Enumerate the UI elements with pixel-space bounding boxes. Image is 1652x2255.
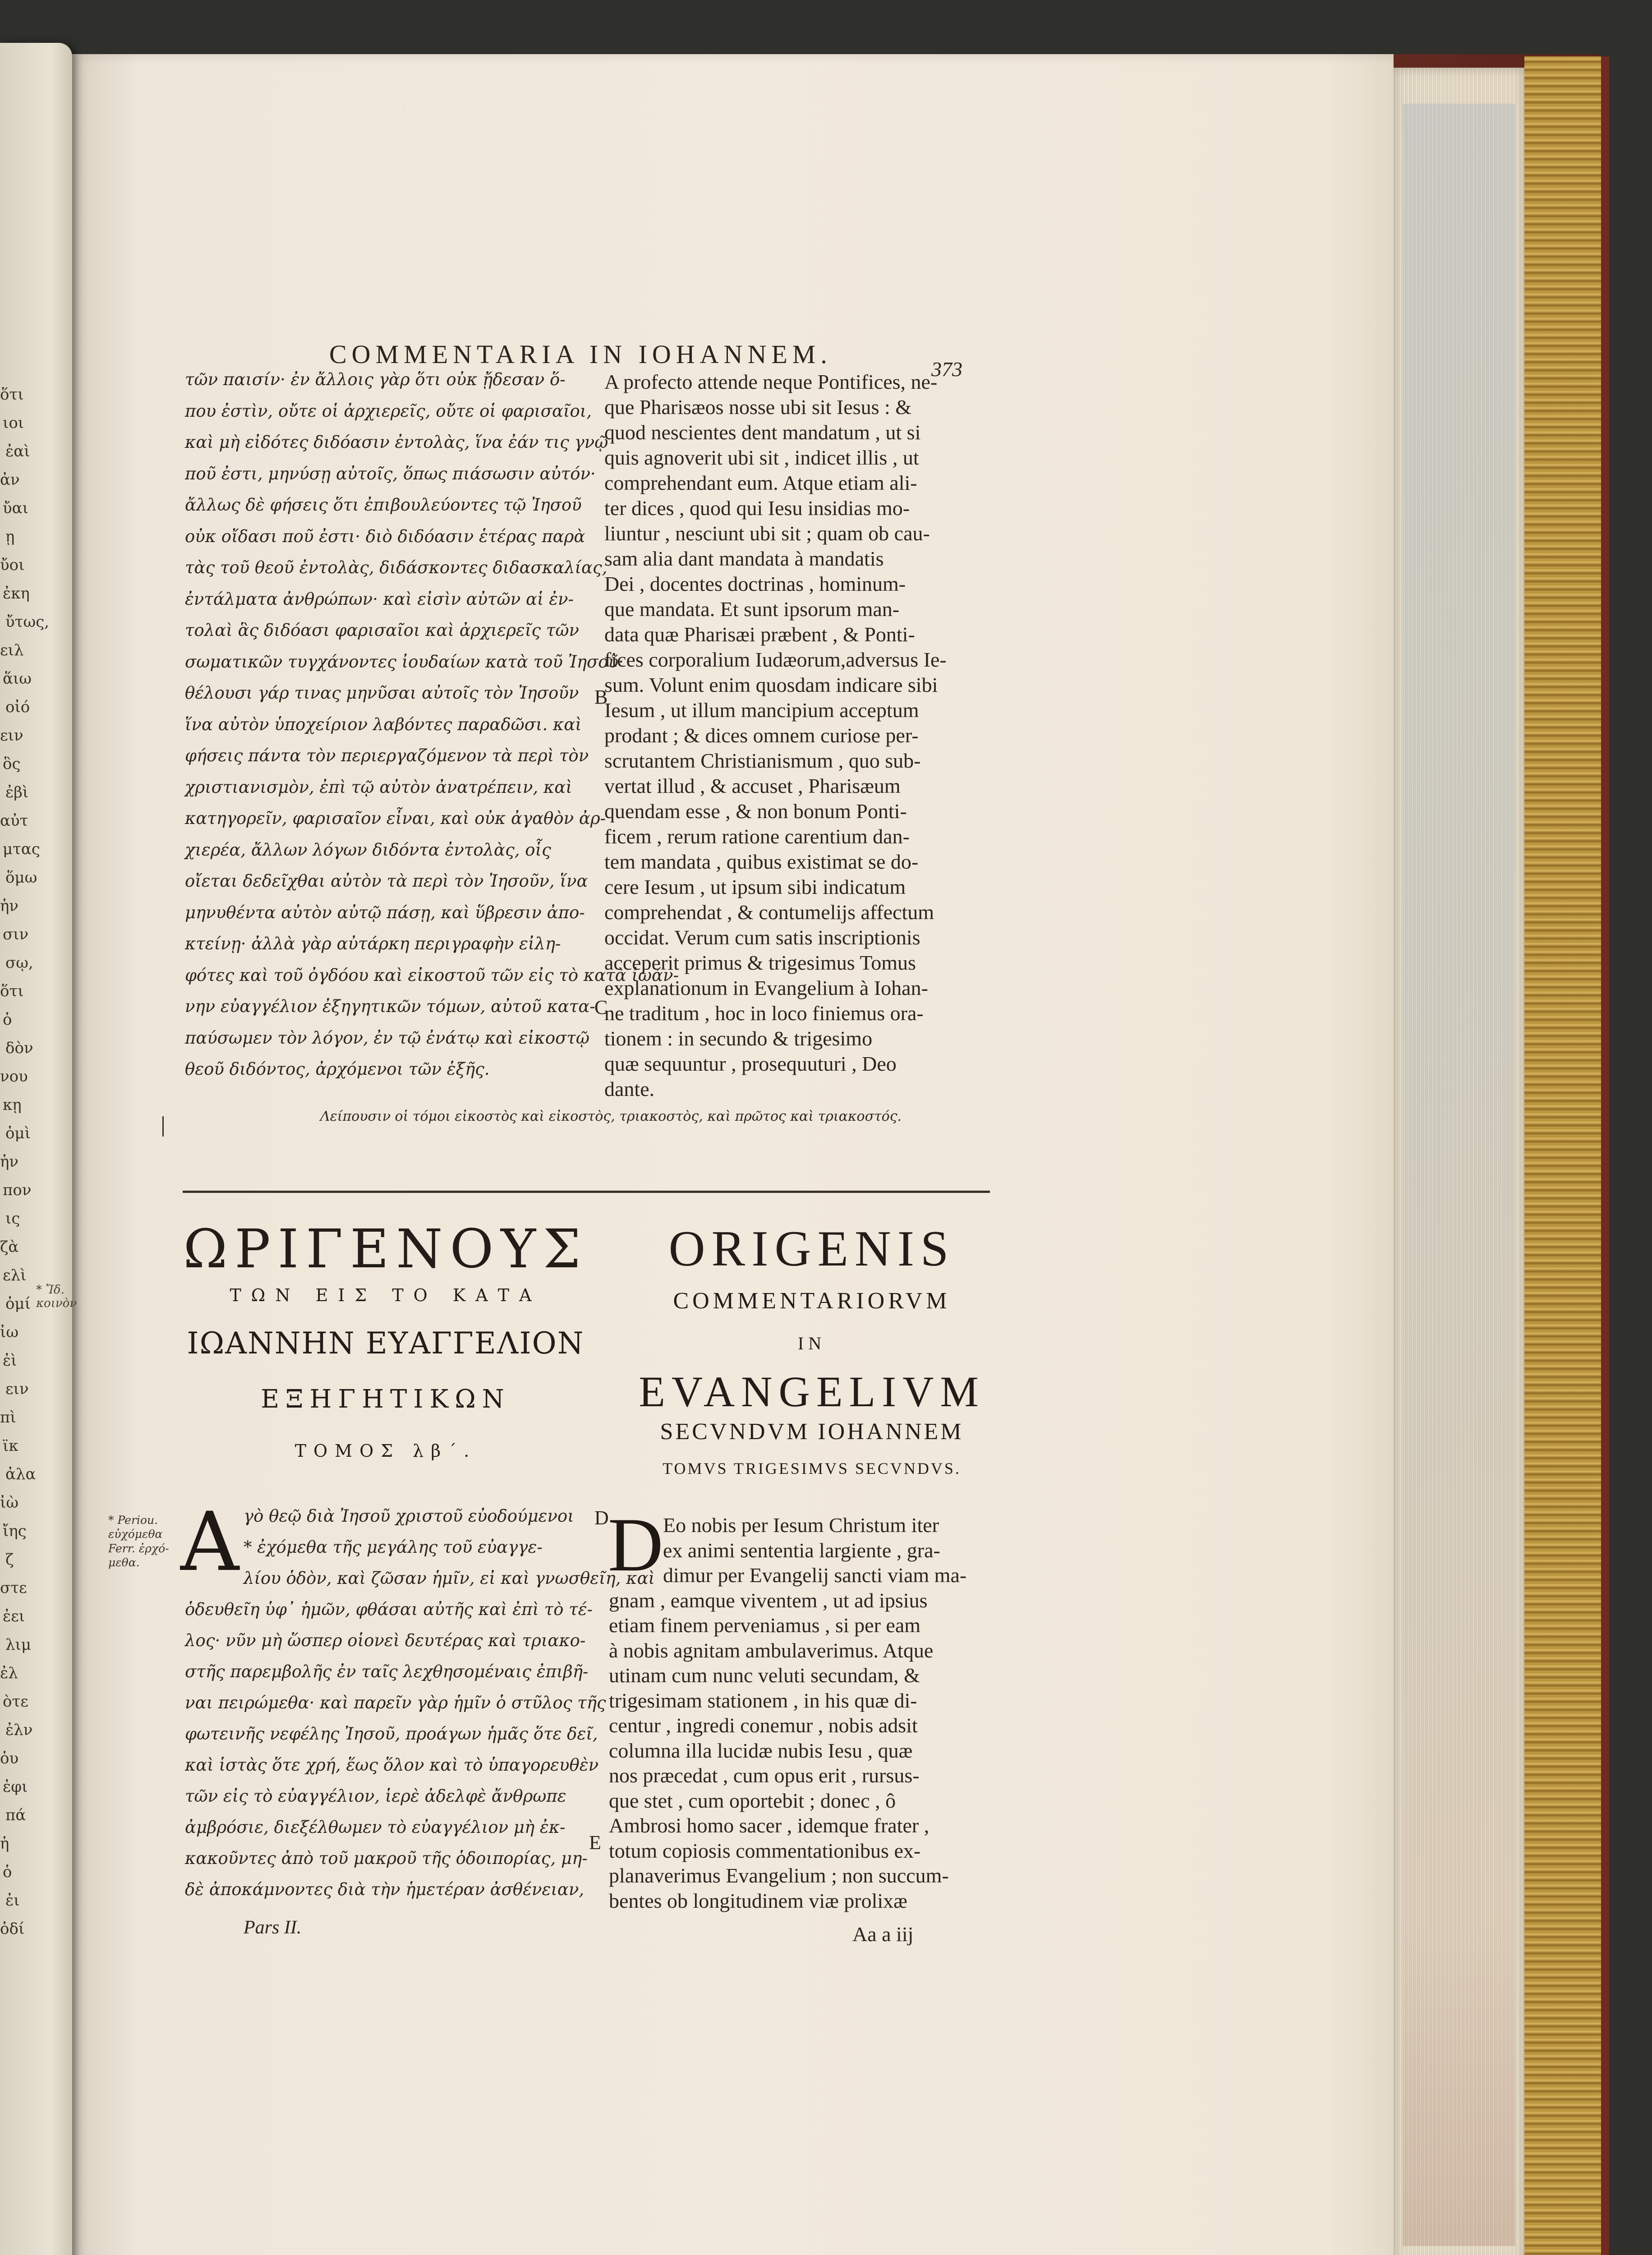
latin-col-lower-line: que stet , cum oportebit ; donec , ô [609, 1789, 896, 1812]
page-number: 373 [931, 358, 962, 381]
left-page-fragment: πον [3, 1181, 32, 1199]
left-page-fragment: ἀν [0, 471, 20, 489]
greek-col-lower-line: * ἐχόμεθα τῆς μεγάλης τοῦ εὐαγγε- [244, 1537, 543, 1557]
greek-col-upper-line: χριστιανισμὸν, ἐπὶ τῷ αὐτὸν ἀνατρέπειν, καὶ [185, 777, 572, 797]
greek-col-upper-line: μηνυθέντα αὐτὸν αὐτῷ πάσῃ, καὶ ὕβρεσιν ἀπο- [185, 902, 585, 922]
greek-col-lower-line: κακοῦντες ἀπὸ τοῦ μακροῦ τῆς ὁδοιπορίας, μη- [185, 1849, 588, 1868]
latin-col-upper-line: quis agnoverit ubi sit , indicet illis , ut [604, 446, 919, 469]
greek-col-upper-line: καὶ μὴ εἰδότες διδόασιν ἐντολὰς, ἵνα ἐάν τις γνῷ [185, 433, 608, 452]
left-page-fragment: ἐκη [3, 584, 30, 603]
left-page-fragment: ἐαὶ [5, 442, 30, 460]
latin-col-lower-line: trigesimam stationem , in his quæ di- [609, 1689, 917, 1712]
greek-title-line-3: ΙΩΑΝΝΗΝ ΕΥΑΓΓΕΛΙΟΝ [187, 1326, 584, 1361]
left-page-fragment: ὁ [3, 1011, 12, 1029]
latin-col-upper-line: que Pharisæos nosse ubi sit Iesus : & [604, 396, 912, 419]
greek-title-line-4: ΕΞΗΓΗΤΙΚΩΝ [261, 1385, 511, 1414]
latin-col-upper-line: quæ sequuntur , prosequuturi , Deo [604, 1052, 897, 1075]
left-page-fragment: ὔοι [0, 556, 25, 574]
greek-margin-note: * Periou. εὐχόμεθα Ferr. ἐρχό-μεθα. [108, 1514, 169, 1569]
greek-col-lower-line: λος· νῦν μὴ ὥσπερ οἱονεὶ δευτέρας καὶ τριακο- [185, 1631, 586, 1650]
greek-col-upper-line: ἵνα αὐτὸν ὑποχείριον λαβόντες παραδῶσι. καὶ [185, 714, 582, 734]
left-page-note: * Ἴδ. κοινὸν [36, 1283, 77, 1310]
greek-col-upper-line: τὰς τοῦ θεοῦ ἐντολὰς, διδάσκοντες διδασκαλίας, [185, 558, 607, 577]
latin-col-upper-line: quod nescientes dent mandatum , ut si [604, 421, 921, 444]
section-divider [183, 1191, 990, 1193]
latin-col-upper-line: ter dices , quod qui Iesu insidias mo- [604, 497, 910, 520]
latin-col-upper-line: dante. [604, 1077, 655, 1100]
left-page-fragment: ἐει [3, 1607, 25, 1625]
latin-col-lower-line: à nobis agnitam ambulaverimus. Atque [609, 1638, 934, 1662]
left-page-fragment: ὔαι [3, 499, 28, 517]
greek-col-upper-line: οὐκ οἴδασι ποῦ ἐστι· διὸ διδόασιν ἑτέρας παρὰ [185, 526, 585, 546]
margin-letter-c: C [594, 996, 608, 1018]
latin-col-upper-line: prodant ; & dices omnem curiose per- [604, 724, 919, 747]
greek-col-upper-line: παύσωμεν τὸν λόγον, ἐν τῷ ἐνάτῳ καὶ εἰκοστῷ [185, 1028, 590, 1048]
greek-col-lower-line: ὁδευθεῖη ὑφ᾽ ἡμῶν, φθάσαι αὐτῆς καὶ ἐπὶ τὸ τέ- [185, 1600, 593, 1619]
left-page-fragment: ἐβὶ [5, 783, 29, 801]
latin-col-lower-line: totum copiosis commentationibus ex- [609, 1839, 921, 1862]
greek-col-lower-line: ἀμβρόσιε, διεξέλθωμεν τὸ εὐαγγέλιον μὴ ἐκ- [185, 1818, 566, 1837]
latin-title-line-3: IN [797, 1333, 826, 1353]
greek-col-upper-line: φότες καὶ τοῦ ὀγδόου καὶ εἰκοστοῦ τῶν εἰς τὸ κατὰ ἰωάν- [185, 965, 679, 985]
latin-col-upper-line: Dei , docentes doctrinas , hominum- [604, 572, 906, 595]
left-page-fragment: ὔτως, [5, 613, 50, 631]
latin-col-upper-line: ne traditum , hoc in loco finiemus ora- [604, 1002, 924, 1025]
latin-col-lower-line: planaverimus Evangelium ; non succum- [609, 1864, 949, 1887]
colophon-tick [162, 1116, 164, 1137]
latin-col-upper-line: scrutantem Christianismum , quo sub- [604, 749, 921, 772]
left-page-fragment: ὃς [3, 755, 21, 773]
greek-col-upper-line: που ἐστὶν, οὔτε οἱ ἀρχιερεῖς, οὔτε οἱ φαρισαῖοι, [185, 401, 592, 421]
left-page-fragment: ζὰ [0, 1238, 19, 1256]
latin-col-upper-line: ficem , rerum ratione carentium dan- [604, 825, 910, 848]
left-page-fragment: δὸν [5, 1039, 33, 1057]
left-page-fragment: ὸτε [3, 1693, 28, 1711]
greek-title-author: ΩΡΙΓΕΝΟΥΣ [183, 1218, 588, 1280]
left-page-fragment: ἀλα [5, 1465, 36, 1483]
latin-col-lower-line: utinam cum nunc veluti secundam, & [609, 1664, 920, 1687]
latin-col-upper-line: comprehendat , & contumelijs affectum [604, 901, 934, 924]
greek-col-lower-line: γὸ θεῷ διὰ Ἰησοῦ χριστοῦ εὐοδούμενοι [244, 1506, 574, 1526]
left-page-fragment: ιοι [3, 414, 24, 432]
left-page-fragment: ἐλ [0, 1664, 18, 1682]
latin-col-lower-line: Ambrosi homo sacer , idemque frater , [609, 1814, 930, 1837]
left-page-fragment: ἅιω [3, 670, 32, 688]
greek-col-lower-line: στῆς παρεμβολῆς ἐν ταῖς λεχθησομέναις ἐπιβῆ- [185, 1662, 589, 1681]
latin-title-line-2: COMMENTARIORVM [673, 1288, 951, 1314]
latin-col-upper-line: liuntur , nesciunt ubi sit ; quam ob cau- [604, 522, 930, 545]
left-page-fragment: κῃ [3, 1096, 22, 1114]
left-page-fragment: οἰό [5, 698, 30, 716]
latin-col-lower-line: ex animi sententia largiente , gra- [663, 1538, 940, 1562]
margin-letter-e: E [589, 1832, 601, 1854]
latin-col-upper-line: fices corporalium Iudæorum,adversus Ie- [604, 648, 947, 671]
greek-drop-initial: A [180, 1495, 239, 1589]
latin-col-upper-line: explanationum in Evangelium à Iohan- [604, 976, 928, 999]
latin-col-upper-line: A profecto attende neque Pontifices, ne- [604, 370, 938, 393]
footer-signature-mark: Aa a iij [852, 1923, 914, 1946]
page-edge-stain [1403, 104, 1515, 2246]
latin-col-upper-line: comprehendant eum. Atque etiam ali- [604, 471, 917, 494]
left-page-fragment: ἡ [0, 1835, 9, 1853]
latin-col-upper-line: quendam esse , & non bonum Ponti- [604, 800, 907, 823]
left-page-fragment: ὅτι [0, 982, 24, 1000]
left-page-fragment: λιμ [5, 1636, 31, 1654]
greek-col-upper-line: κατηγορεῖν, φαρισαῖον εἶναι, καὶ οὐκ ἀγαθὸν ἀρ- [185, 809, 606, 828]
latin-col-upper-line: data quæ Pharisæi præbent , & Ponti- [604, 623, 915, 646]
greek-title-line-2: ΤΩΝ ΕΙΣ ΤΟ ΚΑΤΑ [230, 1285, 542, 1305]
left-page-fragment: ῃ [5, 528, 15, 546]
latin-col-lower-line: gnam , eamque viventem , ut ad ipsius [609, 1588, 928, 1612]
left-page-fragment: ὁ [3, 1863, 12, 1881]
latin-col-upper-line: tionem : in secundo & trigesimo [604, 1027, 873, 1050]
latin-col-upper-line: acceperit primus & trigesimus Tomus [604, 951, 916, 974]
left-page-fragment: ελὶ [3, 1266, 27, 1284]
latin-col-lower-line: etiam finem perveniamus , si per eam [609, 1614, 921, 1637]
left-page-fragment: ὅμω [5, 869, 37, 887]
left-page-fragment: ἰω [0, 1323, 19, 1341]
left-page-fragment: πὶ [0, 1408, 16, 1427]
latin-col-upper-line: sam alia dant mandata à mandatis [604, 547, 884, 570]
greek-col-lower-line: τῶν εἰς τὸ εὐαγγέλιον, ἱερὲ ἀδελφὲ ἄνθρωπε [185, 1786, 566, 1806]
left-page-fragment: μτας [3, 840, 40, 858]
latin-col-upper-line: Iesum , ut illum mancipium acceptum [604, 699, 919, 722]
left-page-fragment: σιν [3, 925, 29, 943]
greek-col-upper-line: σωματικῶν τυγχάνοντες ἰουδαίων κατὰ τοῦ Ἰησοῦ· [185, 652, 624, 672]
latin-drop-initial: D [608, 1502, 663, 1587]
latin-col-upper-line: occidat. Verum cum satis inscriptionis [604, 926, 920, 949]
left-page-fragment: ις [5, 1210, 20, 1228]
latin-title-tome: TOMVS TRIGESIMVS SECVNDVS. [663, 1459, 961, 1477]
gilt-board-edge [1524, 56, 1609, 2255]
left-page-fragment: ἡν [0, 897, 19, 915]
left-page-fragment: ὁυ [0, 1749, 19, 1767]
greek-col-upper-line: νην εὐαγγέλιον ἐξηγητικῶν τόμων, αὐτοῦ κατα- [185, 997, 595, 1016]
left-page-fragment: ἐι [5, 1891, 20, 1910]
latin-col-lower-line: bentes ob longitudinem viæ prolixæ [609, 1889, 907, 1912]
greek-col-upper-line: ἐντάλματα ἀνθρώπων· καὶ εἰσὶν αὐτῶν αἱ ἐν- [185, 589, 574, 609]
latin-title-author: ORIGENIS [668, 1221, 955, 1277]
left-page-fragment: νου [0, 1068, 28, 1086]
greek-col-upper-line: ποῦ ἐστι, μηνύσῃ αὐτοῖς, ὅπως πιάσωσιν αὐτόν· [185, 464, 596, 483]
running-head: COMMENTARIA IN IOHANNEM. [329, 340, 832, 369]
left-page-fragment: ἐὶ [3, 1352, 17, 1370]
latin-col-lower-line: dimur per Evangelij sancti viam ma- [663, 1564, 967, 1587]
left-page-fragment: ὁμὶ [5, 1124, 31, 1142]
left-page-fragment: ὁμί [5, 1295, 31, 1313]
left-page-fragment: ειν [5, 1380, 29, 1398]
latin-col-lower-line: Eo nobis per Iesum Christum iter [663, 1514, 939, 1537]
left-page-fragment: πά [5, 1806, 26, 1824]
margin-letter-d: D [594, 1507, 609, 1529]
greek-col-upper-line: χιερέα, ἄλλων λόγων διδόντα ἐντολὰς, οἷς [185, 840, 551, 860]
latin-title-line-4: EVANGELIVM [639, 1367, 985, 1416]
left-page-fragment: ὅτι [0, 386, 24, 404]
margin-letter-b: B [594, 686, 608, 708]
greek-col-upper-line: θεοῦ διδόντος, ἀρχόμενοι τῶν ἑξῆς. [185, 1059, 490, 1079]
left-page-fragment: ϊκ [3, 1437, 18, 1455]
greek-col-upper-line: ἄλλως δὲ φήσεις ὅτι ἐπιβουλεύοντες τῷ Ἰησοῦ [185, 495, 582, 515]
left-page-fragment: σῳ, [5, 954, 33, 972]
left-page-fragment: ὁδί [0, 1920, 25, 1938]
greek-col-lower-line: λίου ὁδὸν, καὶ ζῶσαν ἡμῖν, εἰ καὶ γνωσθεῖη, καὶ [244, 1569, 655, 1588]
greek-col-upper-line: κτείνῃ· ἀλλὰ γὰρ αὐτάρκη περιγραφὴν εἰλη- [185, 934, 561, 953]
left-page-fragment: ἐφι [3, 1778, 28, 1796]
latin-title-line-5: SECVNDVM IOHANNEM [660, 1419, 964, 1445]
footer-part-label: Pars II. [244, 1917, 302, 1938]
left-page-fragment: αὐτ [0, 812, 28, 830]
latin-col-upper-line: sum. Volunt enim quosdam indicare sibi [604, 673, 938, 696]
greek-col-lower-line: ναι πειρώμεθα· καὶ παρεῖν γὰρ ἡμῖν ὁ στῦλος τῆς [185, 1693, 606, 1712]
latin-col-upper-line: cere Iesum , ut ipsum sibi indicatum [604, 875, 906, 898]
greek-col-upper-line: θέλουσι γάρ τινας μηνῦσαι αὐτοῖς τὸν Ἰησοῦν [185, 683, 579, 703]
greek-col-upper-line: τῶν παισίν· ἐν ἄλλοις γὰρ ὅτι οὐκ ᾔδεσαν ὅ- [185, 370, 566, 389]
latin-col-upper-line: tem mandata , quibus existimat se do- [604, 850, 919, 873]
left-page-fragment: ἡν [0, 1153, 19, 1171]
colophon-note: Λείπουσιν οἱ τόμοι εἰκοστὸς καὶ εἰκοστὸς, τριακοστὸς, καὶ πρῶτος καὶ τριακοστός. [320, 1109, 902, 1124]
greek-col-upper-line: τολαὶ ἃς διδόασι φαρισαῖοι καὶ ἀρχιερεῖς τῶν [185, 621, 579, 640]
greek-title-tome: ΤΟΜΟΣ λβ΄. [295, 1441, 477, 1461]
left-page-fragment: ἰὼ [0, 1494, 19, 1512]
latin-col-upper-line: vertat illud , & accuset , Pharisæum [604, 774, 901, 797]
left-page-fragment: ἴης [3, 1522, 27, 1540]
left-page-fragment: στε [0, 1579, 27, 1597]
greek-col-upper-line: οἴεται δεδεῖχθαι αὐτὸν τὰ περὶ τὸν Ἰησοῦν, ἵνα [185, 871, 588, 891]
greek-col-lower-line: καὶ ἱστὰς ὅτε χρή, ἕως ὅλον καὶ τὸ ὑπαγορευθὲν [185, 1755, 599, 1775]
greek-col-lower-line: δὲ ἀποκάμνοντες διὰ τὴν ἡμετέραν ἀσθένειαν, [185, 1880, 584, 1899]
greek-col-lower-line: φωτεινῆς νεφέλης Ἰησοῦ, προάγων ἡμᾶς ὅτε δεῖ, [185, 1724, 598, 1744]
latin-col-lower-line: nos præcedat , cum opus erit , rursus- [609, 1764, 920, 1787]
left-page [0, 43, 77, 2255]
latin-col-lower-line: centur , ingredi conemur , nobis adsit [609, 1714, 918, 1737]
left-page-fragment: ζ [5, 1551, 14, 1569]
left-page-fragment: ειλ [0, 641, 24, 659]
left-page-fragment: ἐλν [5, 1721, 33, 1739]
latin-col-upper-line: que mandata. Et sunt ipsorum man- [604, 598, 900, 621]
left-page-fragment: ειν [0, 727, 23, 745]
latin-col-lower-line: columna illa lucidæ nubis Iesu , quæ [609, 1739, 913, 1762]
greek-col-upper-line: φήσεις πάντα τὸν περιεργαζόμενον τὰ περὶ τὸν [185, 746, 589, 765]
